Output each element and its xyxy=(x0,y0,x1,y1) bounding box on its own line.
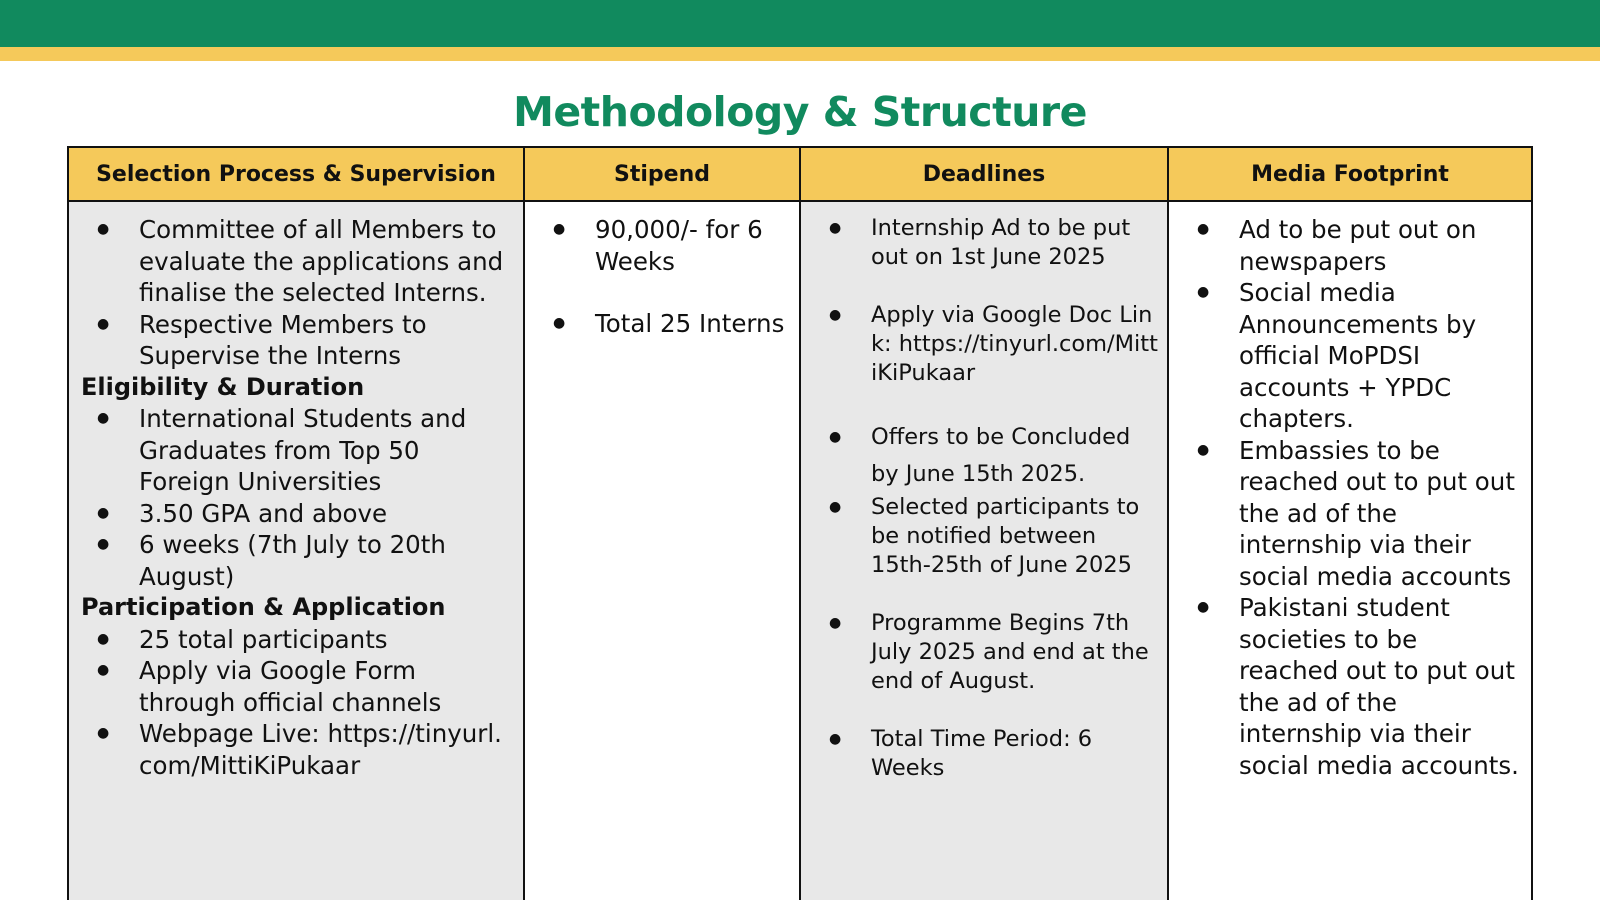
column-header-media: Media Footprint xyxy=(1169,148,1531,202)
media-list xyxy=(1181,214,1521,781)
list-item: ● Programme Begins 7th July 2025 and end at the end of August. xyxy=(813,609,1159,696)
list-item: ● Offers to be Concluded by June 15th 2025. xyxy=(813,419,1159,493)
column-header-selection: Selection Process & Supervision xyxy=(69,148,523,202)
column-body-selection xyxy=(69,202,523,900)
list-item: ● 90,000/- for 6 Weeks xyxy=(537,214,789,277)
list-item: ● Ad to be put out on newspapers xyxy=(1181,214,1521,277)
column-body-deadlines xyxy=(801,202,1167,900)
column-media xyxy=(1169,148,1531,900)
list-item: ● 6 weeks (7th July to 20th August) xyxy=(81,529,513,592)
list-item: ● 25 total participants xyxy=(81,624,513,656)
column-deadlines xyxy=(801,148,1169,900)
column-stipend xyxy=(525,148,801,900)
header-band-yellow xyxy=(0,47,1600,61)
list-item: ● 3.50 GPA and above xyxy=(81,498,513,530)
list-item: ● Total Time Period: 6 Weeks xyxy=(813,725,1159,783)
column-selection xyxy=(69,148,525,900)
webpage-link-item[interactable]: ● Webpage Live: https://tinyurl.com/MittiKiPukaar xyxy=(81,718,513,781)
participation-list xyxy=(81,624,513,782)
column-body-stipend xyxy=(525,202,799,900)
selection-list xyxy=(81,214,513,372)
deadlines-list xyxy=(813,214,1159,783)
methodology-table xyxy=(67,146,1533,900)
page-title: Methodology & Structure xyxy=(513,88,1087,136)
stipend-list xyxy=(537,214,789,340)
list-item: ● International Students and Graduates from Top 50 Foreign Universities xyxy=(81,403,513,498)
list-item: ● Social media Announcements by official MoPDSI accounts + YPDC chapters. xyxy=(1181,277,1521,435)
eligibility-list xyxy=(81,403,513,592)
participation-heading: Participation & Application xyxy=(81,593,446,621)
list-item: ● Respective Members to Supervise the Interns xyxy=(81,309,513,372)
list-item: ● Committee of all Members to evaluate the applications and finalise the selected Interns. xyxy=(81,214,513,309)
list-item: ● Selected participants to be notified between 15th-25th of June 2025 xyxy=(813,493,1159,580)
header-band-green xyxy=(0,0,1600,47)
list-item: ● Total 25 Interns xyxy=(537,308,789,340)
column-header-deadlines: Deadlines xyxy=(801,148,1167,202)
column-body-media xyxy=(1169,202,1531,900)
list-item: ● Pakistani student societies to be reached out to put out the ad of the internship via their social media accounts. xyxy=(1181,592,1521,781)
list-item: ● Apply via Google Form through official channels xyxy=(81,655,513,718)
list-item: ● Embassies to be reached out to put out the ad of the internship via their social media accounts xyxy=(1181,435,1521,593)
list-item: ● Internship Ad to be put out on 1st June 2025 xyxy=(813,214,1159,272)
column-header-stipend: Stipend xyxy=(525,148,799,202)
apply-link-item[interactable]: ● Apply via Google Doc Link: https://tinyurl.com/MittiKiPukaar xyxy=(813,301,1159,388)
eligibility-heading: Eligibility & Duration xyxy=(81,372,365,401)
